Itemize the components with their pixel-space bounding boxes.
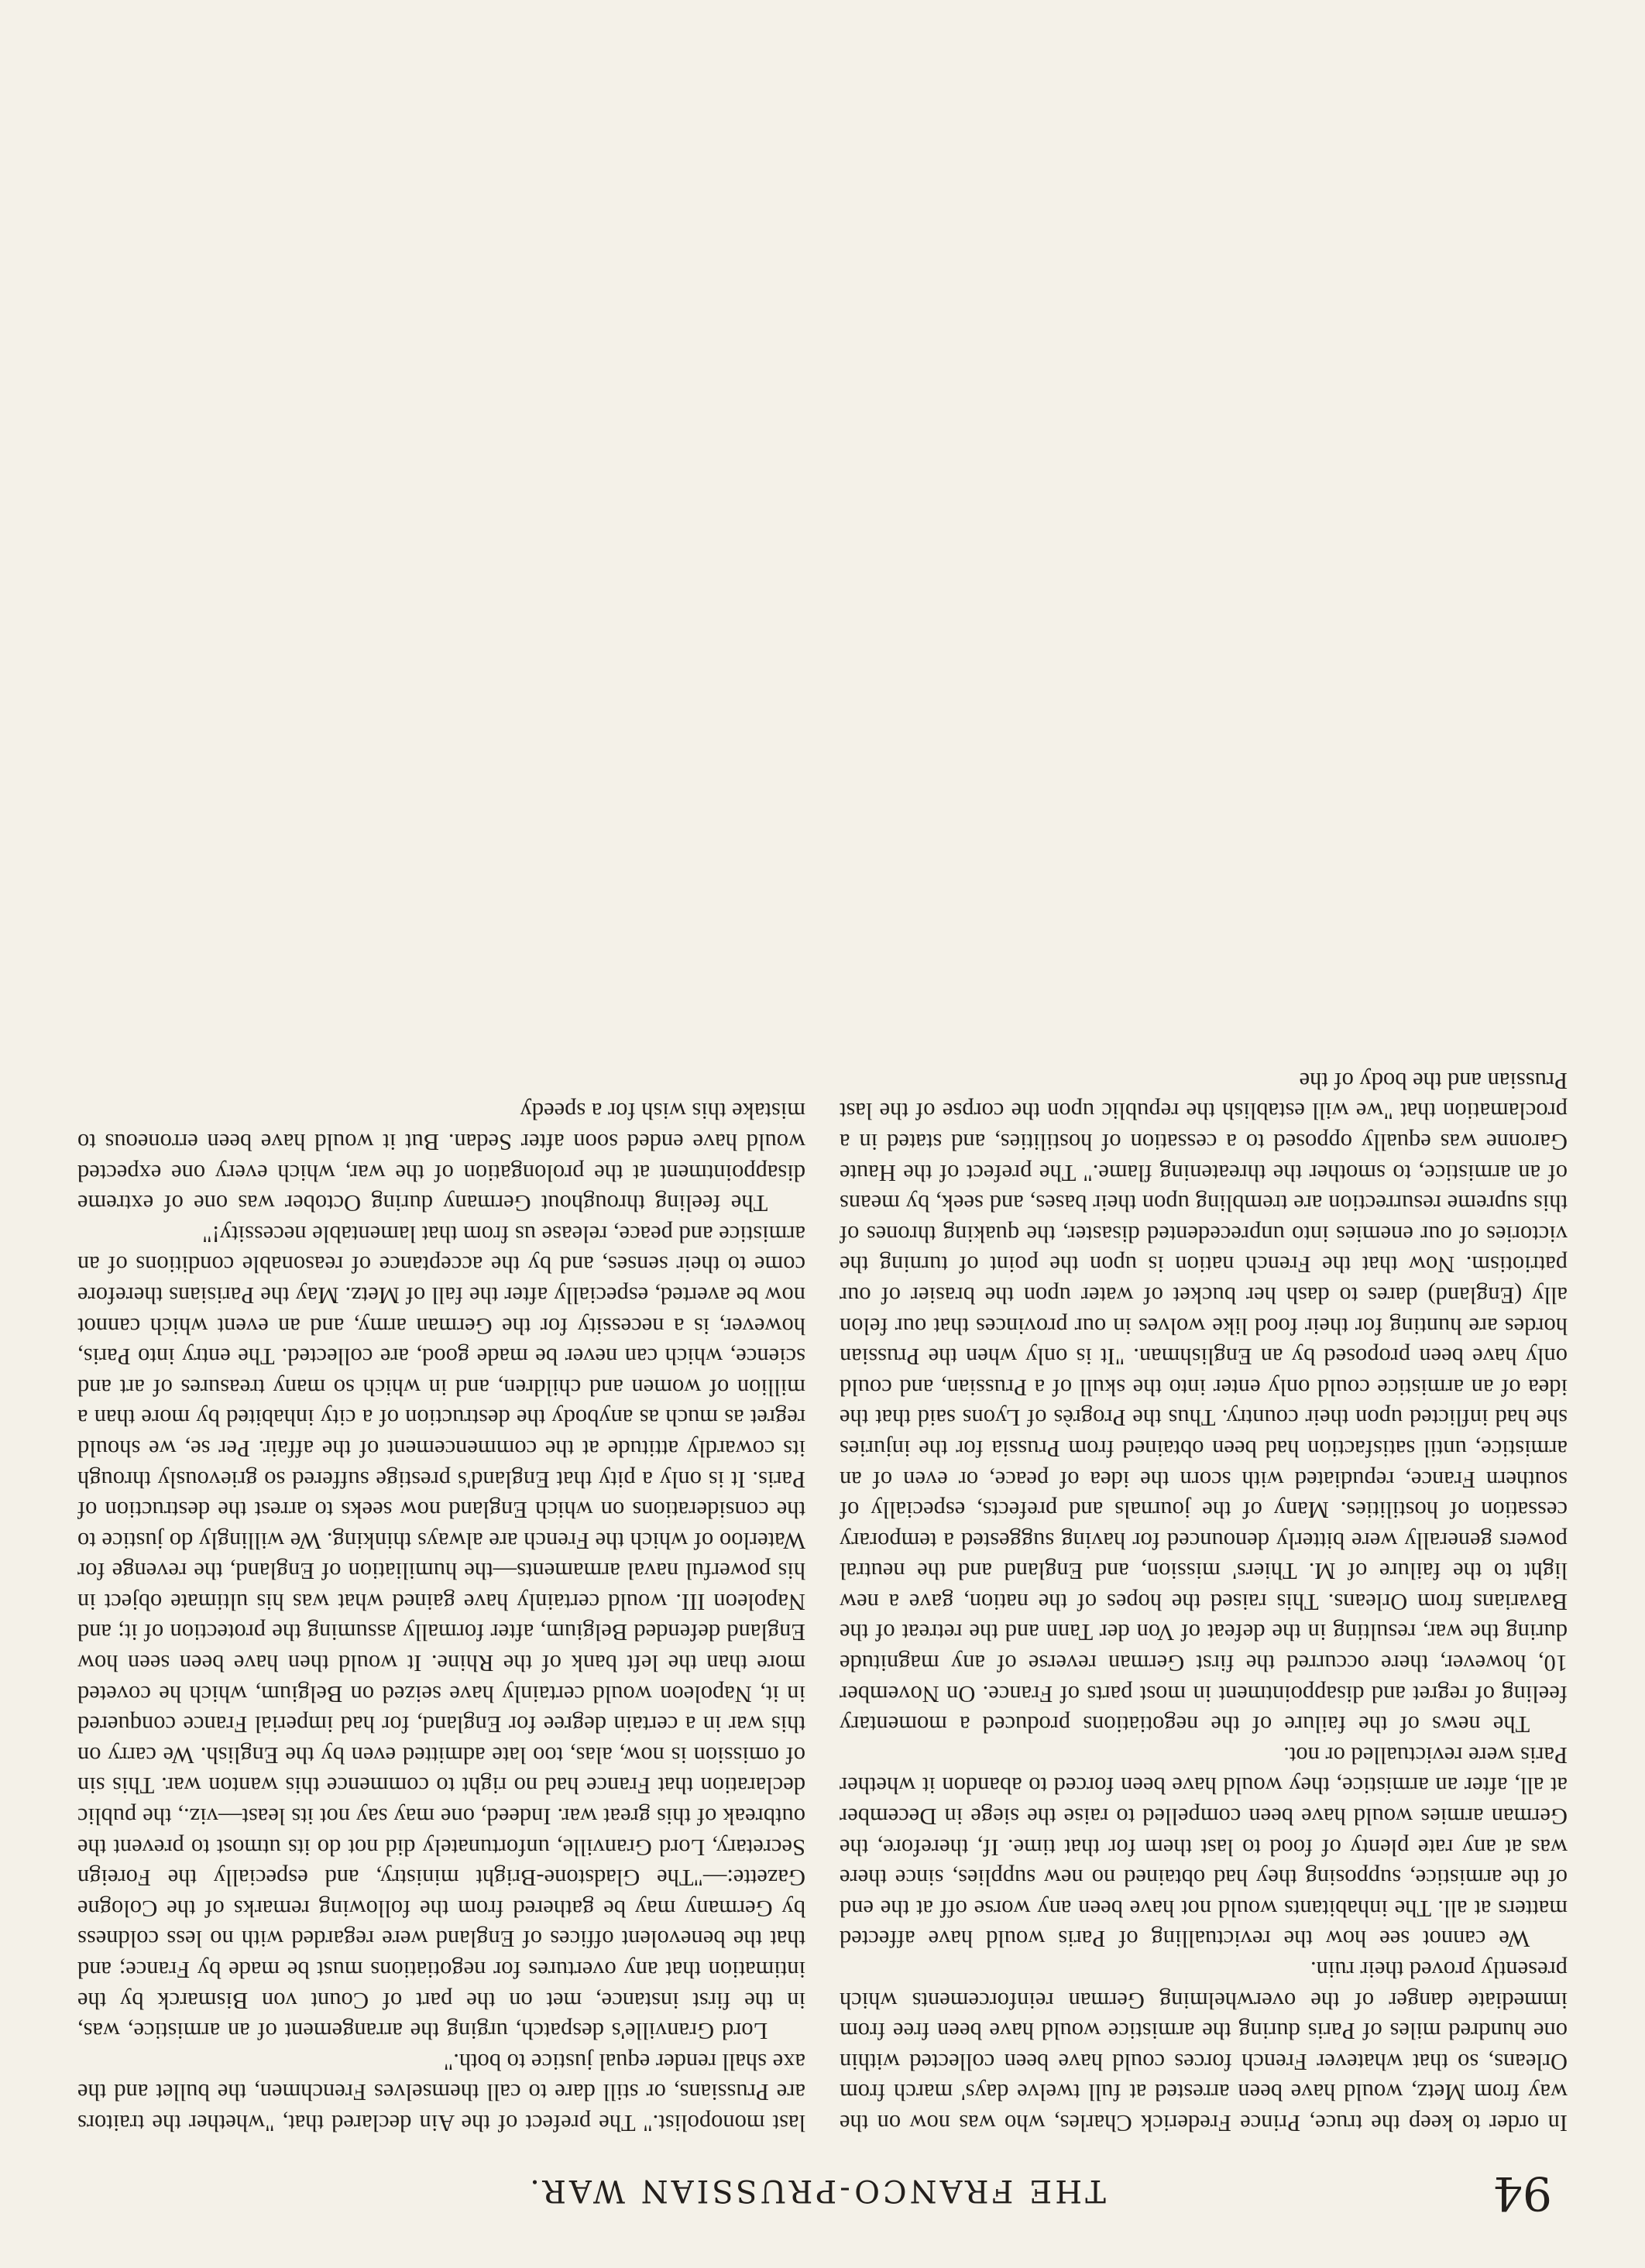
paragraph: last monopolist." The prefect of the Ain declared that, "whether the traitors are Prussians, or still dare to call themselves Frenchmen, the bullet and the axe shall render equal justice to both." — [77, 2048, 805, 2136]
paragraph: We cannot see how the revictualling of Paris would have affected matters at all. The inhabitants would not have been any worse off at the end of the armistice, supposing they had obtained no new supplies, since there was at any rate plenty of food to last them for that time. If, therefore, the German armies would have been compelled to raise the siege in December at all, after an armistice, they would have been forced to abandon it whether Paris were revictualled or not. — [840, 1741, 1568, 1953]
right-column — [77, 47, 805, 2138]
paragraph: Lord Granville's despatch, urging the arrangement of an armistice, was, in the first instance, met on the part of Count von Bismarck by the intimation that any overtures for negotiations must be made by France; and that the benevolent offices of England were regarded with no less coldness by Germany may be gathered from the following remarks of the Cologne Gazette:—"The Gladstone-Bright ministry, and especially the Foreign Secretary, Lord Granville, unfortunately did not do its utmost to prevent the outbreak of this great war. Indeed, one may say not its least—viz., the public declaration that France had no right to commence this wanton war. This sin of omission is now, alas, too late admitted even by the English. We carry on this war in a certain degree for England, for had imperial France conquered in it, Napoleon would certainly have seized on Belgium, which he coveted more than the left bank of the Rhine. It would then have been seen how England defended Belgium, after formally assuming the protection of it; and Napoleon III. would certainly have gained what was his ultimate object in his powerful naval armaments—the humiliation of England, the revenge for Waterloo of which the French are always thinking. We willingly do justice to the considerations on which England now seeks to arrest the destruction of Paris. It is only a pity that England's prestige suffered so grievously through its cowardly attitude at the commencement of the affair. Per se, we should regret as much as anybody the destruction of a city inhabited by more than a million of women and children, and in which so many treasures of art and science, which can never be made good, are collected. The entry into Paris, however, is a necessity for the German army, and an event which cannot now be averted, especially after the fall of Metz. May the Parisians therefore come to their senses, and by the acceptance of reasonable conditions of an armistice and peace, release us from that lamentable necessity!" — [77, 1220, 805, 2045]
paragraph: The news of the failure of the negotiations produced a momentary feeling of regret and disappointment in most parts of France. On November 10, however, there occurred the first German reverse of any magnitude during the war, resulting in the defeat of Von der Tann and the retreat of the Bavarians from Orleans. This raised the hopes of the nation, gave a new light to the failure of M. Thiers' mission, and England and the neutral powers generally were bitterly denounced for having suggested a temporary cessation of hostilities. Many of the journals and prefects, especially of southern France, repudiated with scorn the idea of peace, or even of an armistice, until satisfaction had been obtained from Prussia for the injuries she had inflicted upon their country. Thus the Progrès of Lyons said that the idea of an armistice could only enter into the skull of a Prussian, and could only have been proposed by an Englishman. "It is only when the Prussian hordes are hunting for their food like wolves in our provinces that our felon ally (England) dares to dash her bucket of water upon the brasier of our patriotism. Now that the French nation is upon the point of turning the victories of our enemies into unprecedented disaster, the quaking thrones of this supreme resurrection are trembling upon their bases, and seek, by means of an armistice, to smother the threatening flame." The prefect of the Haute Garonne was equally opposed to a cessation of hostilities, and stated in a proclamation that "we will establish the republic upon the corpse of the last Prussian and the body of the — [840, 1067, 1568, 1738]
paragraph: In order to keep the truce, Prince Frederick Charles, who was now on the way from Metz, would have been arrested at full twelve days' march from Orleans, so that whatever French forces could have been collected within one hundred miles of Paris during the armistice would have been free from immediate danger of the overwhelming German reinforcements which presently proved their ruin. — [840, 1957, 1568, 2136]
page-header — [81, 2166, 1552, 2220]
left-column — [840, 47, 1568, 2138]
running-title: THE FRANCO-PRUSSIAN WAR. — [527, 2173, 1106, 2208]
page-number: 94 — [1492, 2166, 1552, 2220]
paragraph: The feeling throughout Germany during October was one of extreme disappointment at the prolongation of the war, which every one expected would have ended soon after Sedan. But it would have been erroneous to mistake this wish for a speedy — [77, 1098, 805, 1217]
